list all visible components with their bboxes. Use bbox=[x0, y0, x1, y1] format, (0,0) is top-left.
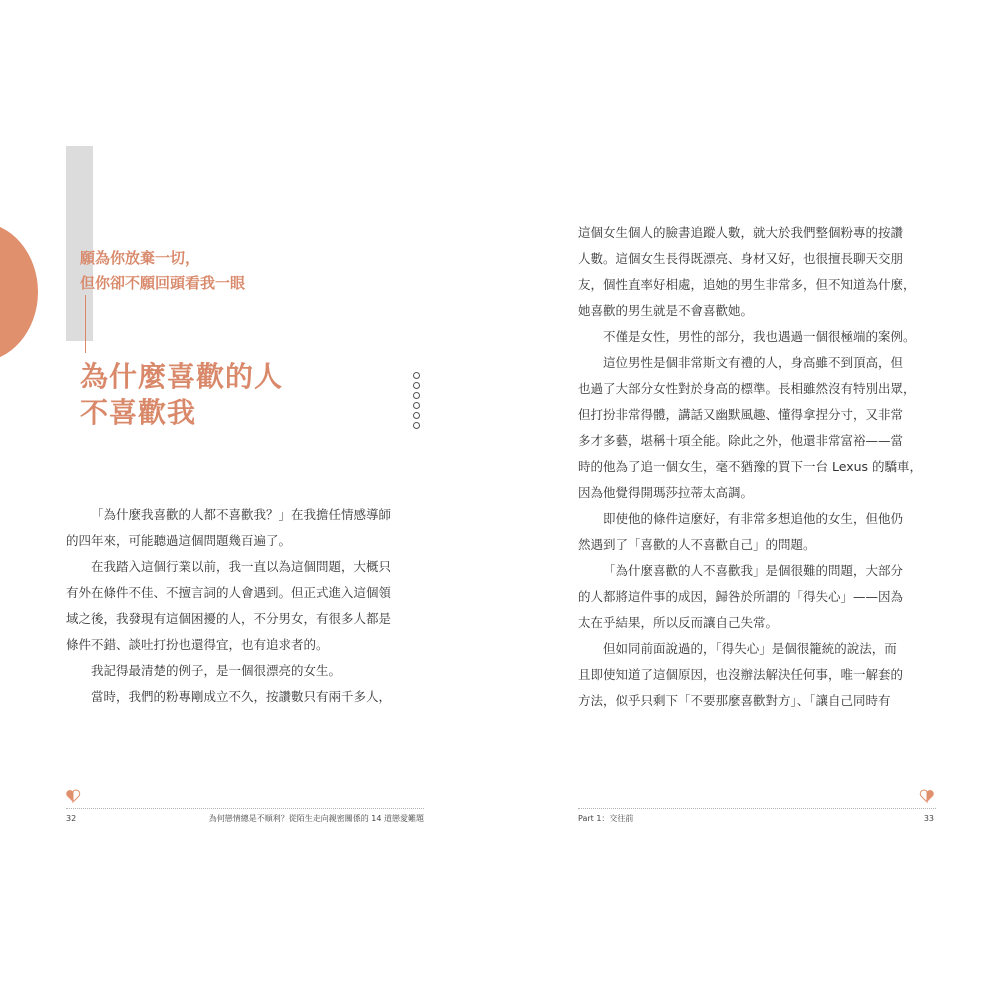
text-line: 域之後，我發現有這個困擾的人，不分男女，有很多人都是 bbox=[66, 611, 392, 626]
text-line: 時的他為了追一個女生，毫不猶豫的買下一台 Lexus 的驕車， bbox=[578, 459, 922, 474]
right-page-body bbox=[578, 220, 940, 714]
circle-dot-icon bbox=[413, 382, 420, 389]
chapter-title-line: 不喜歡我 bbox=[80, 396, 197, 429]
text-line: 太在乎結果，所以反而讓自己失常。 bbox=[578, 615, 779, 630]
text-line: 即使他的條件這麼好，有非常多想追他的女生，但他仍 bbox=[603, 511, 904, 526]
page-number-left: 32 bbox=[66, 814, 77, 823]
text-line: 當時，我們的粉專剛成立不久，按讚數只有兩千多人， bbox=[91, 689, 392, 704]
decorative-vertical-line bbox=[85, 295, 86, 353]
running-part-label: Part 1：交往前 bbox=[578, 814, 634, 823]
circle-dot-icon bbox=[413, 402, 420, 409]
text-line: 我記得最清楚的例子，是一個很漂亮的女生。 bbox=[91, 663, 342, 678]
text-line: 但打扮非常得體，講話又幽默風趣、懂得拿捏分寸，又非常 bbox=[578, 407, 904, 422]
decorative-circle bbox=[0, 222, 38, 362]
text-line: 這個女生個人的臉書追蹤人數，就大於我們整個粉專的按讚 bbox=[578, 225, 904, 240]
chapter-title-line: 為什麼喜歡的人 bbox=[80, 360, 284, 393]
text-line: 「為什麼喜歡的人不喜歡我」是個很難的問題，大部分 bbox=[603, 563, 904, 578]
text-line: 友，個性直率好相處，追她的男生非常多，但不知道為什麼， bbox=[578, 277, 916, 292]
running-book-title: 為何戀情總是不順利？從陌生走向親密關係的 14 道戀愛難題 bbox=[208, 814, 424, 823]
circle-dot-icon bbox=[413, 372, 420, 379]
text-line: 人數。這個女生長得既漂亮、身材又好，也很擅長聊天交朋 bbox=[578, 251, 904, 266]
chapter-subtitle bbox=[80, 246, 245, 296]
subtitle-line: 但你卻不願回頭看我一眼 bbox=[80, 274, 246, 292]
circle-dot-icon bbox=[413, 422, 420, 429]
heart-icon bbox=[919, 788, 935, 804]
text-line: 這位男性是個非常斯文有禮的人，身高雖不到頂高，但 bbox=[603, 355, 904, 370]
text-line: 且即使知道了這個原因，也沒辦法解決任何事，唯一解套的 bbox=[578, 667, 904, 682]
text-line: 「為什麼我喜歡的人都不喜歡我？」在我擔任情感導師 bbox=[91, 507, 392, 522]
text-line: 在我踏入這個行業以前，我一直以為這個問題，大概只 bbox=[91, 559, 392, 574]
text-line: 多才多藝，堪稱十項全能。除此之外，他還非常富裕——當 bbox=[578, 433, 904, 448]
heart-icon bbox=[65, 788, 81, 804]
text-line: 方法，似乎只剩下「不要那麼喜歡對方」、「讓自己同時有 bbox=[578, 693, 891, 708]
circle-dot-icon bbox=[413, 392, 420, 399]
circle-dot-icon bbox=[413, 412, 420, 419]
text-line: 有外在條件不佳、不擅言詞的人會遇到。但正式進入這個領 bbox=[66, 585, 392, 600]
text-line: 的四年來，可能聽過這個問題幾百遍了。 bbox=[66, 533, 292, 548]
left-page-body bbox=[66, 502, 428, 710]
subtitle-line: 願為你放棄一切， bbox=[80, 249, 201, 267]
decorative-dots bbox=[413, 372, 420, 429]
footer-divider bbox=[66, 808, 424, 809]
page-number-right: 33 bbox=[923, 814, 934, 823]
footer-divider bbox=[578, 808, 936, 809]
text-line: 因為他覺得開瑪莎拉蒂太高調。 bbox=[578, 485, 754, 500]
decorative-gray-bar bbox=[66, 146, 93, 341]
text-line: 的人都將這件事的成因，歸咎於所謂的「得失心」——因為 bbox=[578, 589, 904, 604]
text-line: 她喜歡的男生就是不會喜歡她。 bbox=[578, 303, 754, 318]
text-line: 不僅是女性，男性的部分，我也遇過一個很極端的案例。 bbox=[603, 329, 916, 344]
chapter-title bbox=[80, 359, 283, 431]
text-line: 然遇到了「喜歡的人不喜歡自己」的問題。 bbox=[578, 537, 816, 552]
text-line: 條件不錯、談吐打扮也還得宜，也有追求者的。 bbox=[66, 637, 329, 652]
text-line: 但如同前面說過的，「得失心」是個很籠統的說法，而 bbox=[603, 641, 897, 656]
text-line: 也過了大部分女性對於身高的標準。長相雖然沒有特別出眾， bbox=[578, 381, 916, 396]
